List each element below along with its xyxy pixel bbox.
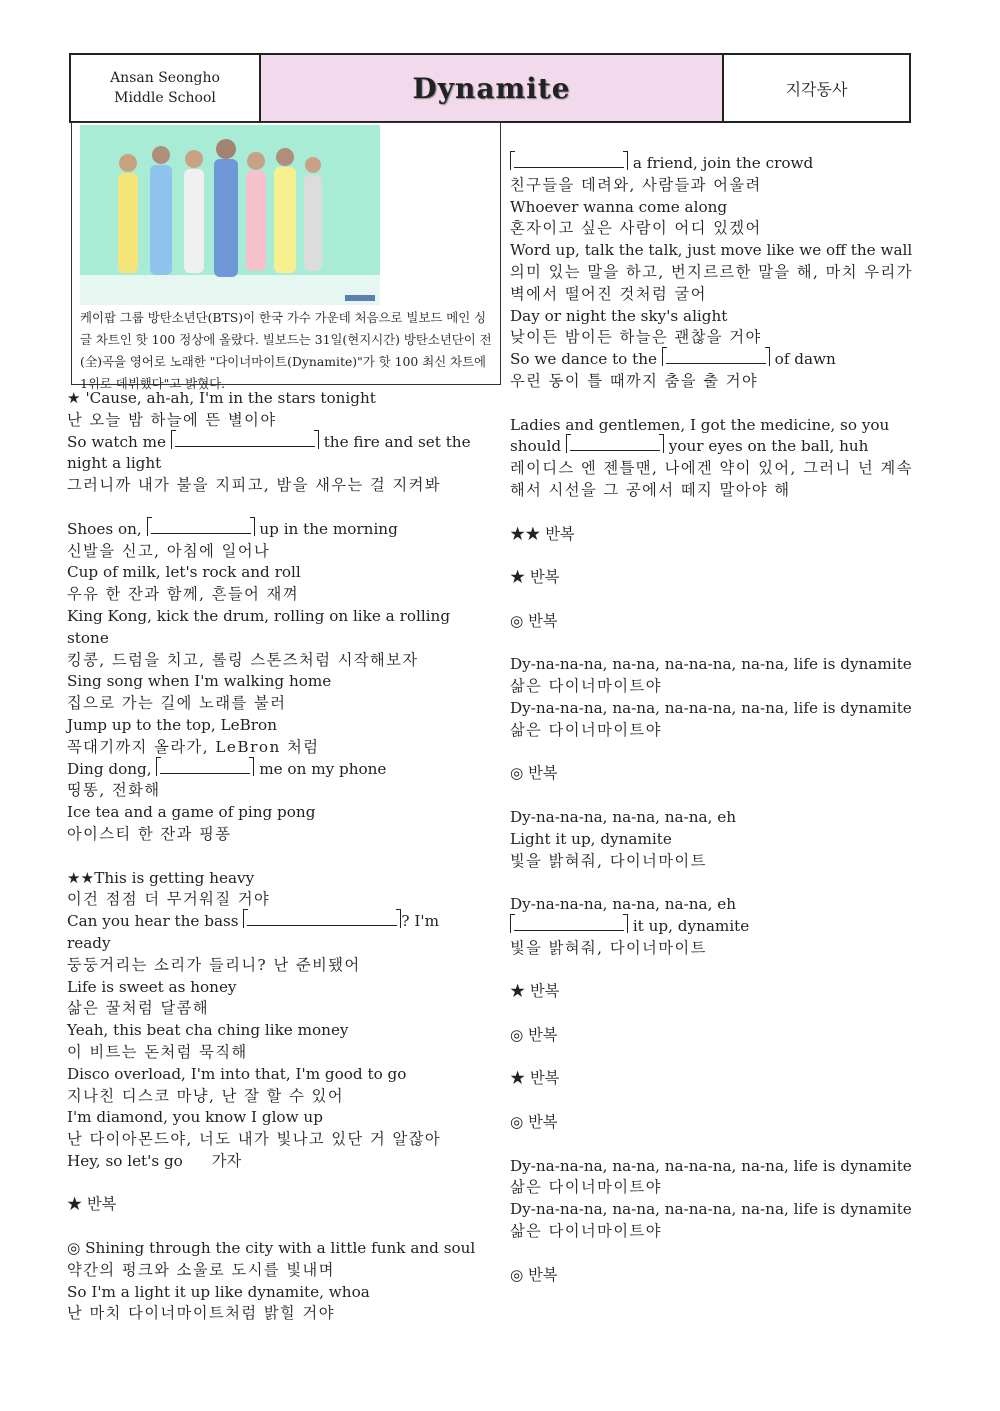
lyric-text: ◎ 반복: [510, 764, 558, 783]
lyric-text: King Kong, kick the drum, rolling on like a rolling stone: [67, 606, 455, 647]
lyric-text: ◎ 반복: [510, 1113, 558, 1132]
korean-translation-line: [67, 1086, 477, 1108]
answer-blank[interactable]: [514, 153, 624, 168]
lyric-line: [510, 698, 915, 720]
topic-label: 지각동사: [785, 79, 848, 99]
lyric-text: 친구들을 데려와, 사람들과 어울려: [510, 175, 762, 194]
line-gap: [67, 1216, 477, 1238]
lyric-text: 혼자이고 싶은 사람이 어디 있겠어: [510, 219, 762, 238]
lyric-line: [510, 981, 915, 1003]
line-gap: [510, 1090, 915, 1112]
lyric-text: ◎ 반복: [510, 1025, 558, 1044]
lyric-text: Dy-na-na-na, na-na, na-na-na, na-na, life is dynamite: [510, 698, 912, 717]
lyric-text: ◎ 반복: [510, 1265, 558, 1284]
lyric-text: Jump up to the top, LeBron: [67, 715, 277, 734]
lyric-line: [510, 524, 915, 546]
lyric-line: [67, 519, 477, 541]
lyric-line: [67, 802, 477, 824]
korean-translation-line: [510, 458, 915, 502]
korean-translation-line: [510, 327, 915, 349]
line-gap: [510, 785, 915, 807]
korean-translation-line: [510, 175, 915, 197]
lyric-text: So watch me: [67, 432, 171, 451]
korean-translation-line: [67, 1303, 477, 1325]
lyric-text: ★ 반복: [510, 568, 560, 587]
lyric-line: [67, 388, 477, 410]
lyric-text: of dawn: [769, 350, 836, 369]
lyric-text: 집으로 가는 길에 노래를 불러: [67, 694, 287, 713]
korean-translation-line: [67, 650, 477, 672]
lyric-text: ★★ 반복: [510, 524, 575, 543]
line-gap: [510, 545, 915, 567]
lyric-line: [510, 1025, 915, 1047]
lyric-text: ? I'm ready: [67, 912, 444, 952]
lyric-text: Ladies and gentlemen, I got the medicine, so you should: [510, 415, 895, 456]
lyric-text: me on my phone: [254, 759, 387, 778]
school-line-2: Middle School: [114, 90, 216, 106]
lyric-text: 띵똥, 전화해: [67, 781, 161, 800]
lyric-text: Can you hear the bass: [67, 912, 244, 931]
line-gap: [510, 1047, 915, 1069]
lyric-text: ★ 반복: [510, 1069, 560, 1088]
lyric-text: I'm diamond, you know I glow up: [67, 1108, 323, 1127]
line-gap: [510, 589, 915, 611]
lyric-line: [510, 916, 915, 938]
lyric-text: Shoes on,: [67, 519, 147, 538]
lyric-text: a friend, join the crowd: [628, 154, 814, 172]
lyric-line: [510, 807, 915, 829]
lyrics-right-column: [510, 153, 920, 1286]
lyric-line: [510, 306, 915, 328]
lyric-line: [510, 415, 915, 459]
lyric-text: 지나친 디스코 마냥, 난 잘 할 수 있어: [67, 1086, 345, 1105]
lyric-text: Light it up, dynamite: [510, 829, 672, 848]
line-gap: [510, 872, 915, 894]
lyric-line: [67, 1238, 477, 1260]
lyric-text: ◎ Shining through the city with a little funk and soul: [67, 1239, 476, 1258]
lyric-text: 꼭대기까지 올라가, LeBron 처럼: [67, 737, 320, 756]
lyric-line: [510, 1068, 915, 1090]
korean-translation-line: [510, 938, 915, 960]
answer-blank[interactable]: [247, 911, 397, 926]
lyric-line: [510, 654, 915, 676]
korean-translation-line: [67, 541, 477, 563]
line-gap: [67, 497, 477, 519]
lyric-line: [67, 759, 477, 781]
korean-translation-line: [510, 676, 915, 698]
lyric-line: [510, 894, 915, 916]
lyric-text: 삶은 꿀처럼 달콤해: [67, 999, 210, 1018]
lyric-line: [67, 715, 477, 737]
lyric-line: [67, 868, 477, 890]
lyric-text: Disco overload, I'm into that, I'm good to go: [67, 1064, 407, 1083]
lyric-text: Day or night the sky's alight: [510, 306, 728, 325]
lyric-line: [510, 763, 915, 785]
lyric-text: ★ 'Cause, ah-ah, I'm in the stars tonight: [67, 389, 376, 407]
photo-caption: 케이팝 그룹 방탄소년단(BTS)이 한국 가수 가운데 처음으로 빌보드 메인 싱글 차트인 핫 100 정상에 올랐다. 빌보드는 31일(현지시간) 방탄소년단이 전(全)곡을 영어로 노래한 "다이너마이트(Dynamite)"가 핫 100 최신 차트에 1위로 데뷔했다"고 밝혔다.: [80, 310, 492, 391]
lyric-line: [67, 1064, 477, 1086]
lyric-text: 낮이든 밤이든 하늘은 괜찮을 거야: [510, 328, 762, 347]
lyric-line: [67, 671, 477, 693]
lyric-line: [510, 1265, 915, 1287]
lyric-text: 신발을 신고, 아침에 일어나: [67, 541, 271, 560]
line-gap: [510, 1243, 915, 1265]
line-gap: [510, 393, 915, 415]
lyric-text: the fire and set the night a light: [67, 432, 476, 473]
korean-translation-line: [510, 1221, 915, 1243]
korean-translation-line: [510, 1177, 915, 1199]
lyric-line: [510, 829, 915, 851]
answer-blank[interactable]: [160, 759, 250, 774]
lyric-line: [510, 611, 915, 633]
korean-translation-line: [67, 410, 477, 432]
lyric-line: [67, 977, 477, 999]
korean-translation-line: [67, 475, 477, 497]
line-gap: [510, 1003, 915, 1025]
lyric-text: Dy-na-na-na, na-na, na-na-na, na-na, life is dynamite: [510, 1200, 912, 1219]
line-gap: [510, 959, 915, 981]
lyric-text: Life is sweet as honey: [67, 977, 237, 996]
korean-translation-line: [67, 998, 477, 1020]
lyric-text: 이 비트는 돈처럼 묵직해: [67, 1042, 248, 1061]
line-gap: [67, 1173, 477, 1195]
lyric-text: Sing song when I'm walking home: [67, 672, 332, 691]
korean-translation-line: [67, 584, 477, 606]
lyric-line: [510, 349, 915, 371]
korean-translation-line: [67, 1260, 477, 1282]
korean-translation-line: [67, 955, 477, 977]
line-gap: [510, 633, 915, 655]
lyric-text: ◎ 반복: [510, 611, 558, 630]
lyric-line: [510, 1199, 915, 1221]
lyric-text: Dy-na-na-na, na-na, na-na, eh: [510, 895, 737, 914]
lyric-text: 킹콩, 드럼을 치고, 롤링 스톤즈처럼 시작해보자: [67, 650, 419, 669]
lyric-text: Ice tea and a game of ping pong: [67, 803, 316, 822]
answer-blank[interactable]: [175, 432, 315, 447]
group-photo: [80, 125, 380, 305]
lyric-text: Ding dong,: [67, 759, 157, 778]
lyric-text: ★ 반복: [510, 982, 560, 1001]
lyric-text: 난 오늘 밤 하늘에 뜬 별이야: [67, 410, 277, 429]
korean-translation-line: [67, 780, 477, 802]
korean-translation-line: [67, 889, 477, 911]
korean-translation-line: [510, 218, 915, 240]
lyric-text: ★★This is getting heavy: [67, 868, 255, 887]
korean-translation-line: [67, 1042, 477, 1064]
lyric-line: [510, 240, 915, 262]
worksheet-header: [69, 53, 911, 123]
lyric-text: Dy-na-na-na, na-na, na-na-na, na-na, life is dynamite: [510, 655, 912, 674]
lyric-line: [67, 911, 477, 955]
korean-translation-line: [510, 262, 920, 306]
school-line-1: Ansan Seongho: [110, 70, 220, 86]
lyric-text: Hey, so let's go 가자: [67, 1151, 242, 1170]
lyric-text: 삶은 다이너마이트야: [510, 677, 662, 696]
korean-translation-line: [510, 851, 915, 873]
lyric-line: [67, 1151, 477, 1173]
line-gap: [510, 502, 915, 524]
lyric-text: 그러니까 내가 불을 지피고, 밤을 새우는 걸 지켜봐: [67, 476, 442, 495]
lyric-text: 삶은 다이너마이트야: [510, 1178, 662, 1197]
lyric-line: [67, 432, 477, 476]
lyric-line: [67, 1020, 477, 1042]
lyric-text: Yeah, this beat cha ching like money: [67, 1021, 349, 1040]
lyric-text: 우유 한 잔과 함께, 흔들어 재껴: [67, 585, 300, 604]
lyric-line: [67, 1282, 477, 1304]
answer-blank[interactable]: [514, 916, 624, 931]
lyric-line: [67, 562, 477, 584]
lyric-text: 둥둥거리는 소리가 들리니? 난 준비됐어: [67, 955, 361, 974]
korean-translation-line: [67, 693, 477, 715]
photo-box: [71, 122, 501, 391]
lyric-text: up in the morning: [254, 519, 398, 538]
lyric-line: [67, 1194, 477, 1216]
lyric-text: 이건 점점 더 무거워질 거야: [67, 890, 271, 909]
lyric-text: Cup of milk, let's rock and roll: [67, 563, 301, 582]
lyric-text: Dy-na-na-na, na-na, na-na-na, na-na, life is dynamite: [510, 1156, 912, 1175]
lyric-text: 의미 있는 말을 하고, 번지르르한 말을 해, 마치 우리가 벽에서 떨어진 것처럼 굴어: [510, 262, 920, 303]
lyric-line: [510, 567, 915, 589]
korean-translation-line: [67, 737, 477, 759]
line-gap: [510, 1134, 915, 1156]
lyric-text: ★ 반복: [67, 1195, 117, 1214]
lyric-line: [510, 1112, 915, 1134]
line-gap: [67, 846, 477, 868]
lyric-text: 빛을 밝혀줘, 다이너마이트: [510, 851, 707, 870]
lyric-line: [67, 1107, 477, 1129]
school-name: [71, 55, 261, 121]
korean-translation-line: [67, 1129, 477, 1151]
lyric-line: [510, 153, 915, 175]
lyric-text: 삶은 다이너마이트야: [510, 1222, 662, 1241]
lyric-text: Whoever wanna come along: [510, 197, 728, 216]
korean-translation-line: [510, 371, 915, 393]
answer-blank[interactable]: [151, 519, 251, 534]
korean-translation-line: [67, 824, 477, 846]
korean-translation-line: [510, 720, 915, 742]
lyric-line: [67, 606, 477, 650]
lyric-text: 빛을 밝혀줘, 다이너마이트: [510, 938, 707, 957]
lyric-text: So I'm a light it up like dynamite, whoa: [67, 1282, 370, 1301]
lyric-text: 레이디스 엔 젠틀맨, 나에겐 약이 있어, 그러니 넌 계속해서 시선을 그 공에서 떼지 말아야 해: [510, 459, 913, 499]
answer-blank[interactable]: [666, 349, 766, 364]
lyric-text: So we dance to the: [510, 350, 662, 369]
lyric-text: it up, dynamite: [628, 916, 750, 935]
lyric-text: your eyes on the ball, huh: [663, 437, 869, 456]
lyric-text: Word up, talk the talk, just move like we off the wall: [510, 241, 913, 260]
lyric-line: [510, 1156, 915, 1178]
lyric-text: 아이스티 한 잔과 핑퐁: [67, 824, 232, 843]
answer-blank[interactable]: [570, 436, 660, 451]
lyrics-left-column: [67, 388, 477, 1325]
page-title: Dynamite: [261, 55, 724, 121]
lyric-text: 약간의 펑크와 소울로 도시를 빛내며: [67, 1260, 335, 1279]
lyric-text: Dy-na-na-na, na-na, na-na, eh: [510, 807, 737, 826]
lyric-text: 삶은 다이너마이트야: [510, 720, 662, 739]
lyric-text: 난 마치 다이너마이트처럼 밝힐 거야: [67, 1304, 335, 1323]
lyric-line: [510, 197, 915, 219]
lyric-text: 난 다이아몬드야, 너도 내가 빛나고 있단 거 알잖아: [67, 1130, 442, 1149]
lyric-text: 우린 동이 틀 때까지 춤을 출 거야: [510, 371, 759, 390]
line-gap: [510, 742, 915, 764]
